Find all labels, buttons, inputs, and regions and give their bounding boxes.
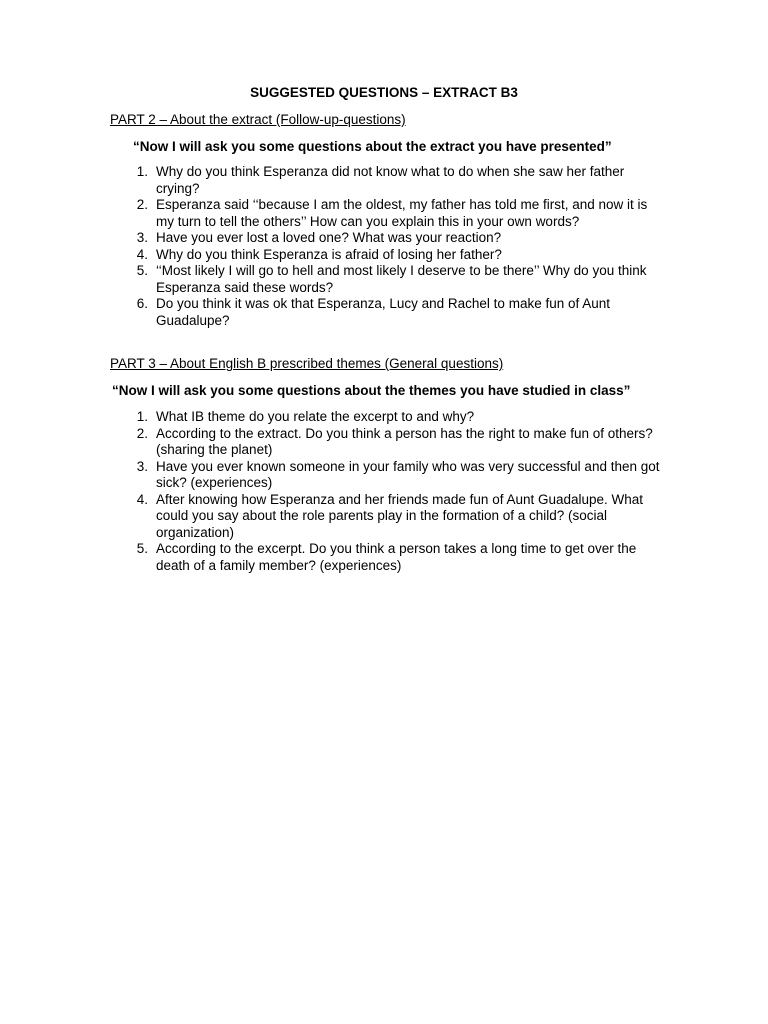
question-text: Why do you think Esperanza is afraid of losing her father? xyxy=(156,246,502,262)
question-number: 1. xyxy=(136,164,148,179)
part3-heading: PART 3 – About English B prescribed themes (General questions) xyxy=(110,356,504,371)
question-number: 1. xyxy=(136,409,148,424)
question-item xyxy=(130,197,660,230)
question-number: 3. xyxy=(136,230,148,245)
part2-heading: PART 2 – About the extract (Follow-up-questions) xyxy=(110,112,406,127)
question-number: 3. xyxy=(136,458,148,474)
question-text: ‘‘Most likely I will go to hell and most likely I deserve to be there’’ Why do you think Esperanza said these words? xyxy=(156,263,647,295)
part3-prompt: “Now I will ask you some questions about the themes you have studied in class” xyxy=(112,383,631,398)
question-number: 2. xyxy=(136,197,148,212)
question-item xyxy=(130,247,660,264)
question-text: What IB theme do you relate the excerpt to and why? xyxy=(156,409,475,424)
question-item xyxy=(130,263,660,296)
question-text: Esperanza said ‘‘because I am the oldest, my father has told me first, and now it is my turn to tell the others’’ How can you explain this in your own words? xyxy=(156,197,648,229)
question-item xyxy=(130,541,660,574)
question-item xyxy=(130,459,660,492)
question-item xyxy=(130,296,660,329)
document-title: SUGGESTED QUESTIONS – EXTRACT B3 xyxy=(250,85,518,100)
question-number: 5. xyxy=(136,541,148,556)
question-number: 5. xyxy=(136,263,148,278)
question-item xyxy=(130,426,660,459)
question-text: According to the extract. Do you think a person has the right to make fun of others? (sharing the planet) xyxy=(156,425,653,457)
question-text: After knowing how Esperanza and her friends made fun of Aunt Guadalupe. What could you say about the role parents play in the formation of a child? (social organization) xyxy=(156,491,644,540)
part2-prompt: “Now I will ask you some questions about the extract you have presented” xyxy=(133,139,612,154)
question-text: Why do you think Esperanza did not know what to do when she saw her father crying? xyxy=(156,164,625,196)
question-text: Have you ever known someone in your family who was very successful and then got sick? (experiences) xyxy=(156,458,660,490)
question-item xyxy=(130,230,660,247)
part3-question-list xyxy=(130,409,660,574)
part2-question-list xyxy=(130,164,660,329)
question-item xyxy=(130,409,660,426)
question-number: 4. xyxy=(136,246,148,262)
question-number: 4. xyxy=(136,491,148,507)
question-text: According to the excerpt. Do you think a person takes a long time to get over the death of a family member? (experiences) xyxy=(156,541,637,573)
question-text: Have you ever lost a loved one? What was your reaction? xyxy=(156,230,502,245)
question-text: Do you think it was ok that Esperanza, Lucy and Rachel to make fun of Aunt Guadalupe? xyxy=(156,296,611,328)
question-number: 2. xyxy=(136,425,148,441)
question-number: 6. xyxy=(136,296,148,311)
question-item xyxy=(130,492,660,542)
question-item xyxy=(130,164,660,197)
